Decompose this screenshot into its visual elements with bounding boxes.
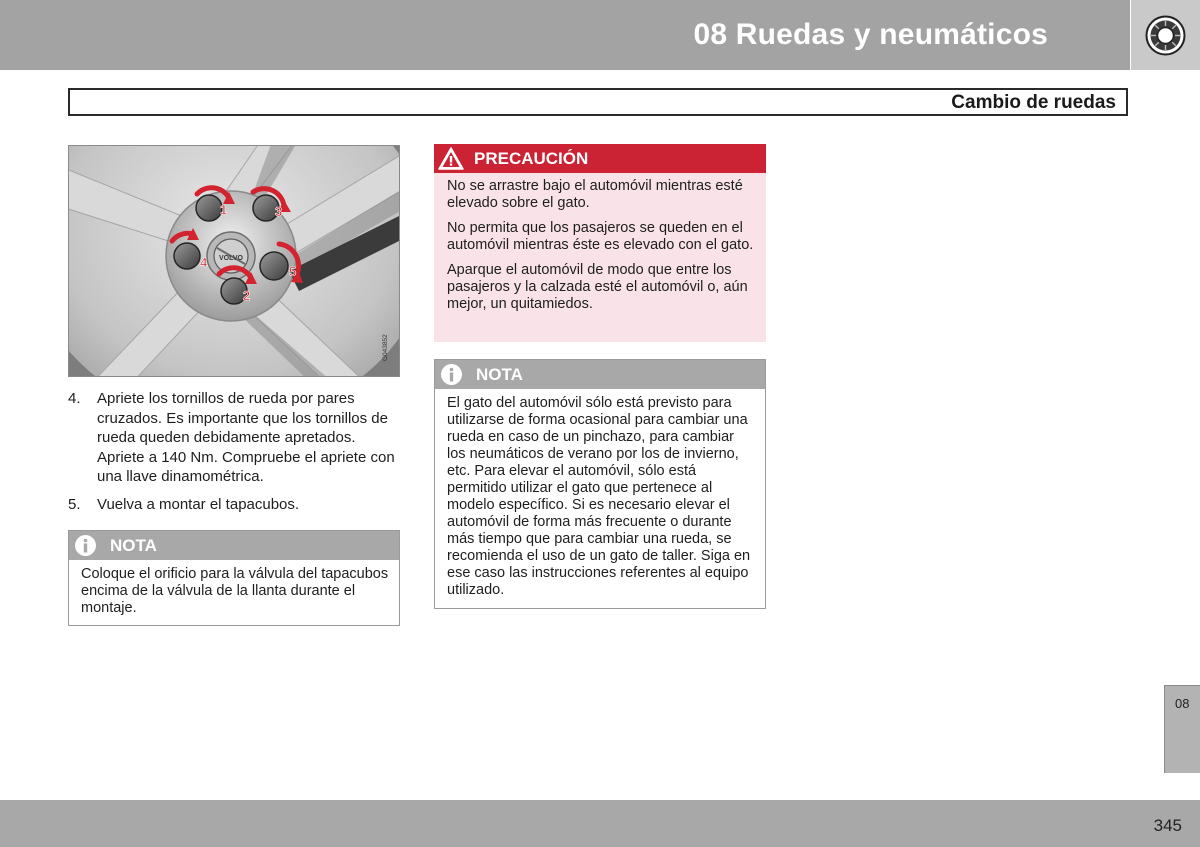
wheel-bolts-illustration <box>68 145 400 377</box>
chapter-title: 08 Ruedas y neumáticos <box>693 18 1048 51</box>
image-code: G043852 <box>382 334 389 361</box>
step-4 <box>68 389 403 487</box>
warning-box <box>434 144 766 342</box>
warning-paragraph: No permita que los pasajeros se queden en el automóvil mientras éste es elevado con el gato. <box>447 220 754 253</box>
footer-bar <box>0 800 1200 847</box>
info-icon <box>74 534 97 557</box>
callout-1: 1 <box>220 202 228 217</box>
side-tab-label: 08 <box>1175 696 1190 711</box>
callout-3: 3 <box>275 204 283 219</box>
svg-text:VOLVO: VOLVO <box>219 255 243 262</box>
steps-list <box>68 389 403 522</box>
note-header <box>435 360 765 389</box>
callout-5: 5 <box>289 264 297 279</box>
note-box-right <box>434 359 766 609</box>
warning-paragraph: Aparque el automóvil de modo que entre los pasajeros y la calzada esté el automóvil o, aún mejor, un quitamiedos. <box>447 262 748 312</box>
note-text: El gato del automóvil sólo está previsto para utilizarse de forma ocasional para cambiar una rueda en caso de un pinchazo, para cambiar los neumáticos de verano por los de invierno, etc. Para elevar el automóvil, sólo está permitido utilizar el gato que pertenece al modelo específico. Si es necesario elevar el automóvil de forma más frecuente o durante más tiempo que para cambiar una rueda, se recomienda el uso de un gato de taller. Siga en ese caso las instrucciones referentes al equipo utilizado. <box>447 395 751 598</box>
step-number: 5. <box>68 495 81 513</box>
note-title: NOTA <box>110 536 157 555</box>
warning-title: PRECAUCIÓN <box>474 149 589 168</box>
warning-body <box>434 173 766 313</box>
warning-paragraph: No se arrastre bajo el automóvil mientras esté elevado sobre el gato. <box>447 178 743 211</box>
chapter-side-tab <box>1164 685 1200 773</box>
warning-header <box>434 144 766 173</box>
note-header <box>69 531 399 560</box>
page-number: 345 <box>1153 816 1182 835</box>
header-bar <box>0 0 1130 70</box>
tire-icon <box>1145 15 1186 56</box>
note-box-left <box>68 530 400 626</box>
section-title: Cambio de ruedas <box>951 92 1116 113</box>
warning-triangle-icon <box>437 146 465 171</box>
step-text: Vuelva a montar el tapacubos. <box>97 495 300 513</box>
chapter-icon-box <box>1131 0 1200 70</box>
step-text: Apriete los tornillos de rueda por pares cruzados. Es importante que los tornillos de rueda queden debidamente apretados. Apriete a 140 Nm. Compruebe el apriete con una llave dinamométrica. <box>97 390 395 485</box>
step-number: 4. <box>68 390 81 407</box>
section-header-box <box>68 88 1128 116</box>
note-text: Coloque el orificio para la válvula del tapacubos encima de la válvula de la llanta durante el montaje. <box>81 566 389 616</box>
note-title: NOTA <box>476 365 523 384</box>
info-icon <box>440 363 463 386</box>
step-5 <box>68 495 403 515</box>
callout-2: 2 <box>243 288 251 303</box>
callout-4: 4 <box>200 255 208 270</box>
